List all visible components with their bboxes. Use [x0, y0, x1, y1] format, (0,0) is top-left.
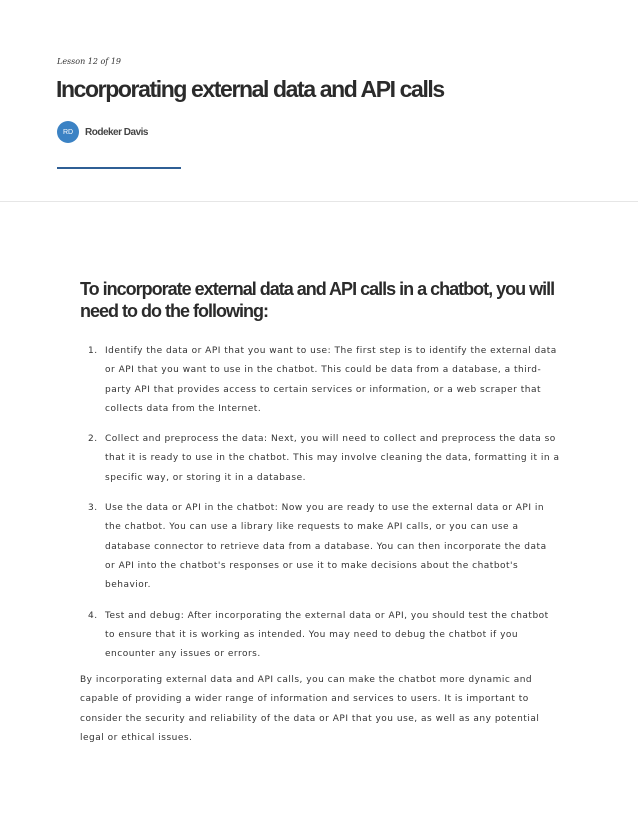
- step-text: Test and debug: After incorporating the external data or API, you should test the chatbot to ensure that it is working as intended. You may need to debug the chatbot if you encounter any issues or errors.: [105, 610, 549, 660]
- lesson-counter: Lesson 12 of 19: [57, 57, 121, 66]
- step-number: 4.: [88, 610, 98, 621]
- step-text: Collect and preprocess the data: Next, you will need to collect and preprocess the data so that it is ready to use in the chatbot. This may involve cleaning the data, formatting it in a specific way, or storing it in a database.: [105, 434, 560, 483]
- step-text: Identify the data or API that you want to use: The first step is to identify the external data or API that you want to use in the chatbot. This could be data from a database, a third-party API that provides access to certain services or information, or a web scraper that collects data from the Internet.: [105, 346, 557, 414]
- list-item: [88, 607, 560, 665]
- section-heading: To incorporate external data and API calls in a chatbot, you will need to do the following:: [80, 279, 555, 321]
- header-divider: [0, 201, 638, 202]
- conclusion-paragraph: By incorporating external data and API calls, you can make the chatbot more dynamic and capable of providing a wider range of information and services to users. It is important to consider the security and reliability of the data or API that you use, as well as any potential legal or ethical issues.: [80, 675, 540, 743]
- steps-list: [88, 342, 560, 675]
- page-title: Incorporating external data and API calls: [56, 76, 444, 102]
- step-text: Use the data or API in the chatbot: Now you are ready to use the external data or API in the chatbot. You can use a library like requests to make API calls, or you can use a database connector to retrieve data from a database. You can then incorporate the data or API into the chatbot's responses or use it to make decisions about the chatbot's behavior.: [105, 503, 547, 591]
- author-byline: [57, 121, 148, 143]
- list-item: [88, 430, 560, 488]
- step-number: 3.: [88, 503, 98, 514]
- step-number: 2.: [88, 434, 98, 445]
- step-number: 1.: [88, 346, 98, 356]
- list-item: [88, 499, 560, 595]
- title-accent-line: [57, 167, 181, 169]
- author-avatar: RD: [57, 121, 79, 143]
- list-item: [88, 342, 560, 419]
- author-name: Rodeker Davis: [85, 126, 148, 138]
